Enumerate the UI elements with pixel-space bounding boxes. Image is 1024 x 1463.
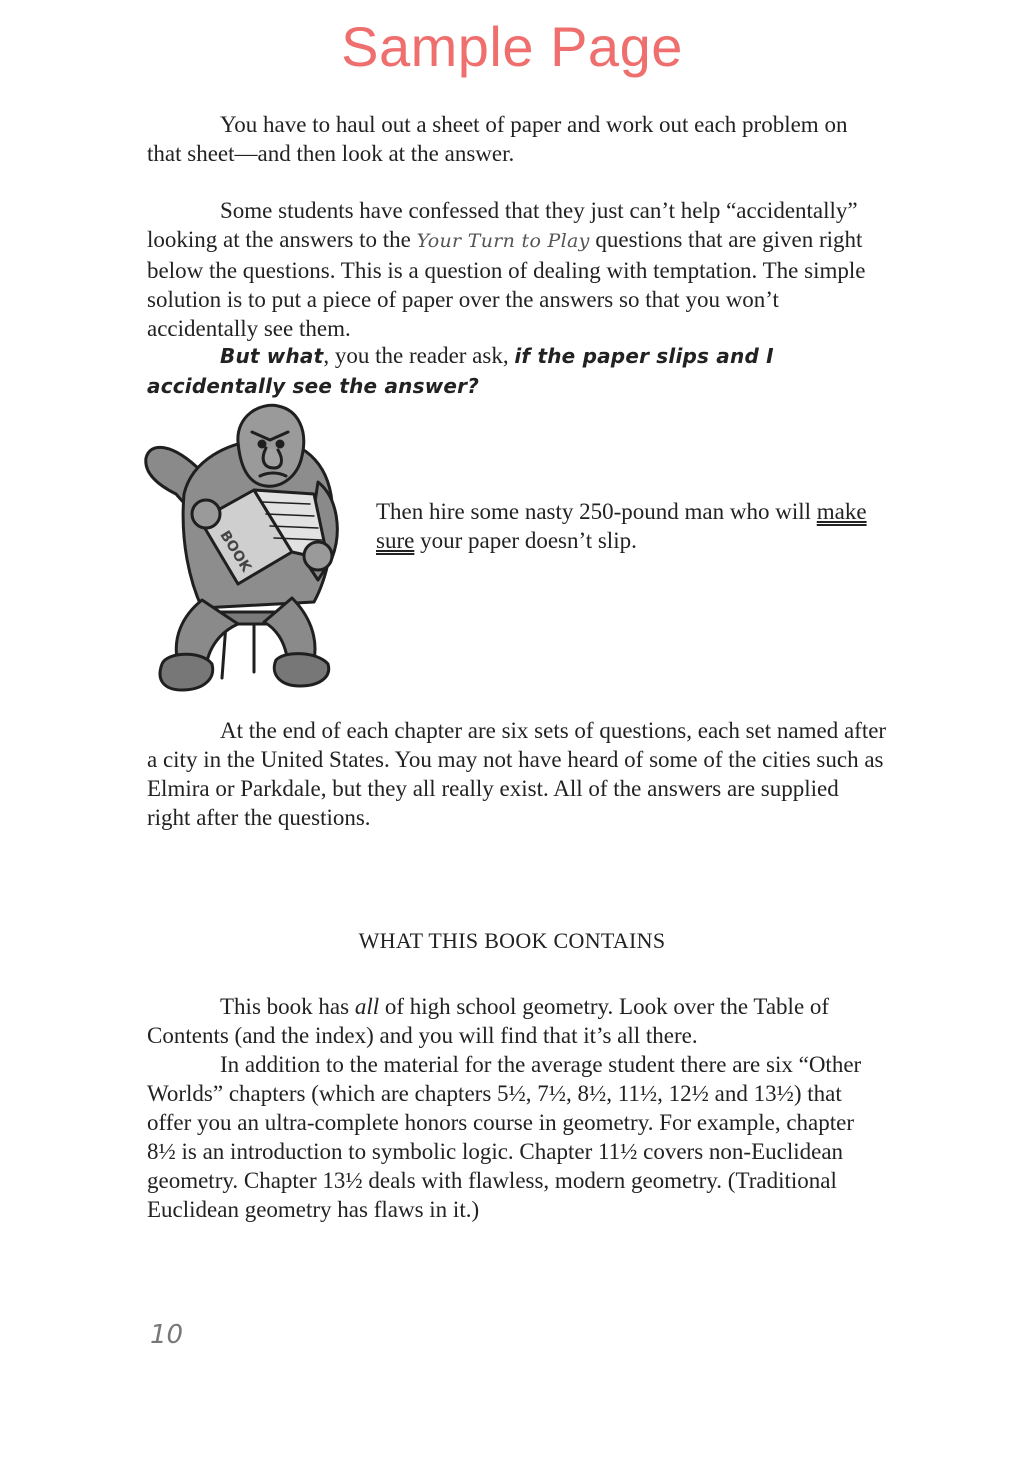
paragraph-other-worlds: In addition to the material for the average student there are six “Other Worlds” chapters (which are chapters 5½, 7½, 8½, 11½, 12½ and 13½) that offer you an ultra-complete honors course in geometry. For example, chapter 8½ is an introduction to symbolic logic. Chapter 11½ covers non-Euclidean geometry. Chapter 13½ deals with flawless, modern geometry. (Traditional Euclidean geometry has flaws in it.) (147, 1052, 862, 1222)
hire-man-text-end: your paper doesn’t slip. (414, 528, 637, 553)
paragraph-hire-man (376, 497, 876, 555)
paragraph-temptation (147, 196, 887, 343)
paper-slips-emphasis: if the paper slips and I accidentally see the answer? (147, 344, 774, 398)
temptation-text-start: Some students have confessed that they just can’t help “accidentally” looking at the answers to the (147, 198, 858, 252)
paragraph-reader-question (147, 341, 887, 401)
paragraph-work-on-paper: You have to haul out a sheet of paper and work out each problem on that sheet—and then look at the answer. (147, 112, 848, 166)
your-turn-to-play-title: Your Turn to Play (416, 230, 590, 252)
make-sure-underlined: make sure (376, 499, 867, 553)
paragraph-chapter-questions: At the end of each chapter are six sets of questions, each set named after a city in the United States. You may not have heard of some of the cities such as Elmira or Parkdale, but they all really exist. All of the answers are supplied right after the questions. (147, 718, 887, 830)
hire-man-text-start: Then hire some nasty 250-pound man who will (376, 499, 817, 524)
reader-ask-text: , you the reader ask, (323, 343, 515, 368)
but-what-emphasis: But what (220, 344, 324, 368)
temptation-text-end: questions that are given right below the questions. This is a question of dealing with temptation. The simple solution is to put a piece of paper over the answers so that you won’t accidentally see them. (147, 227, 866, 341)
book-has-text-start: This book has (220, 994, 355, 1019)
angry-man-reading-book-illustration (142, 402, 362, 694)
section-heading: WHAT THIS BOOK CONTAINS (358, 928, 666, 953)
sample-page-watermark: Sample Page (341, 15, 683, 78)
book-has-text-end: of high school geometry. Look over the Table of Contents (and the index) and you will find that it’s all there. (147, 994, 830, 1048)
paragraph-book-has-all (147, 992, 887, 1050)
book-cover-label: BOOK (216, 528, 254, 575)
page-number: 10 (150, 1320, 184, 1350)
all-italic: all (354, 994, 380, 1019)
